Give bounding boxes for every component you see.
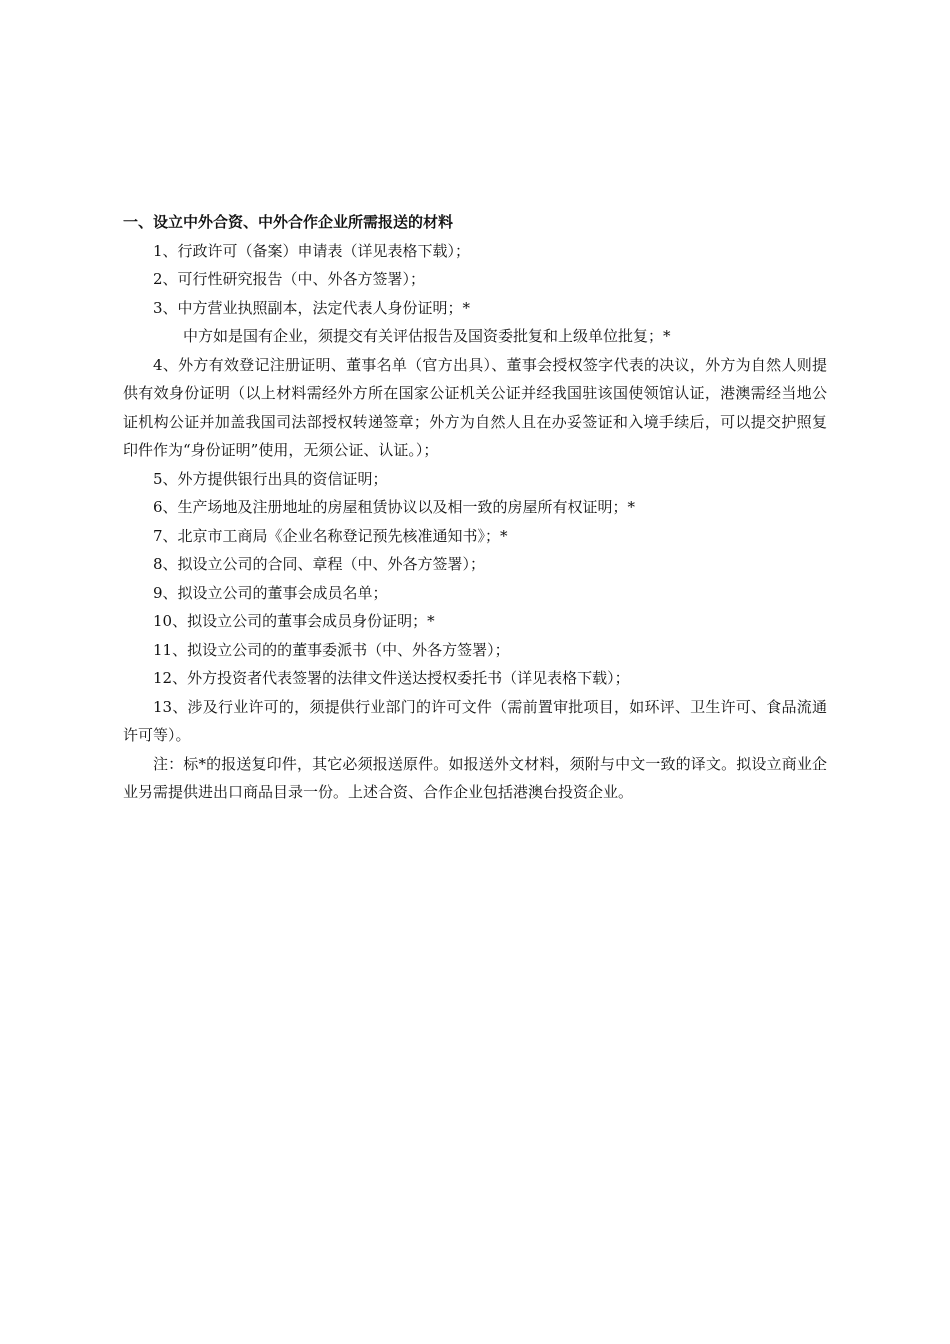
list-item-note: 中方如是国有企业，须提交有关评估报告及国资委批复和上级单位批复；* bbox=[183, 327, 671, 345]
list-item: 13、涉及行业许可的，须提供行业部门的许可文件（需前置审批项目，如环评、卫生许可、食品流通许可等）。 bbox=[123, 697, 827, 744]
list-item: 8、拟设立公司的合同、章程（中、外各方签署）； bbox=[153, 555, 486, 573]
list-item: 3、中方营业执照副本，法定代表人身份证明；* bbox=[153, 298, 471, 317]
document-body bbox=[123, 208, 827, 807]
list-item: 6、生产场地及注册地址的房屋租赁协议以及相一致的房屋所有权证明；* bbox=[153, 498, 636, 516]
list-item: 2、可行性研究报告（中、外各方签署）； bbox=[153, 270, 426, 288]
section-heading: 一、设立中外合资、中外合作企业所需报送的材料 bbox=[123, 213, 454, 231]
list-item: 11、拟设立公司的的董事委派书（中、外各方签署）； bbox=[153, 640, 510, 659]
requirements-list bbox=[123, 237, 827, 807]
list-item: 7、北京市工商局《企业名称登记预先核准通知书》；* bbox=[153, 526, 508, 545]
list-item: 5、外方提供银行出具的资信证明； bbox=[153, 469, 388, 488]
list-item: 9、拟设立公司的董事会成员名单； bbox=[153, 583, 388, 602]
list-item: 注：标*的报送复印件，其它必须报送原件。如报送外文材料，须附与中文一致的译文。拟设立商业企业另需提供进出口商品目录一份。上述合资、合作企业包括港澳台投资企业。 bbox=[123, 754, 827, 801]
list-item: 10、拟设立公司的董事会成员身份证明；* bbox=[153, 612, 435, 630]
list-item: 1、行政许可（备案）申请表（详见表格下载）； bbox=[153, 241, 471, 260]
list-item: 12、外方投资者代表签署的法律文件送达授权委托书（详见表格下载）； bbox=[153, 669, 630, 687]
list-item: 4、外方有效登记注册证明、董事名单（官方出具）、董事会授权签字代表的决议，外方为自然人则提供有效身份证明（以上材料需经外方所在国家公证机关公证并经我国驻该国使领馆认证，港澳需经当地公证机构公证并加盖我国司法部授权转递签章；外方为自然人且在办妥签证和入境手续后，可以提交护照复印件作为“身份证明”使用，无须公证、认证。）； bbox=[123, 355, 827, 459]
